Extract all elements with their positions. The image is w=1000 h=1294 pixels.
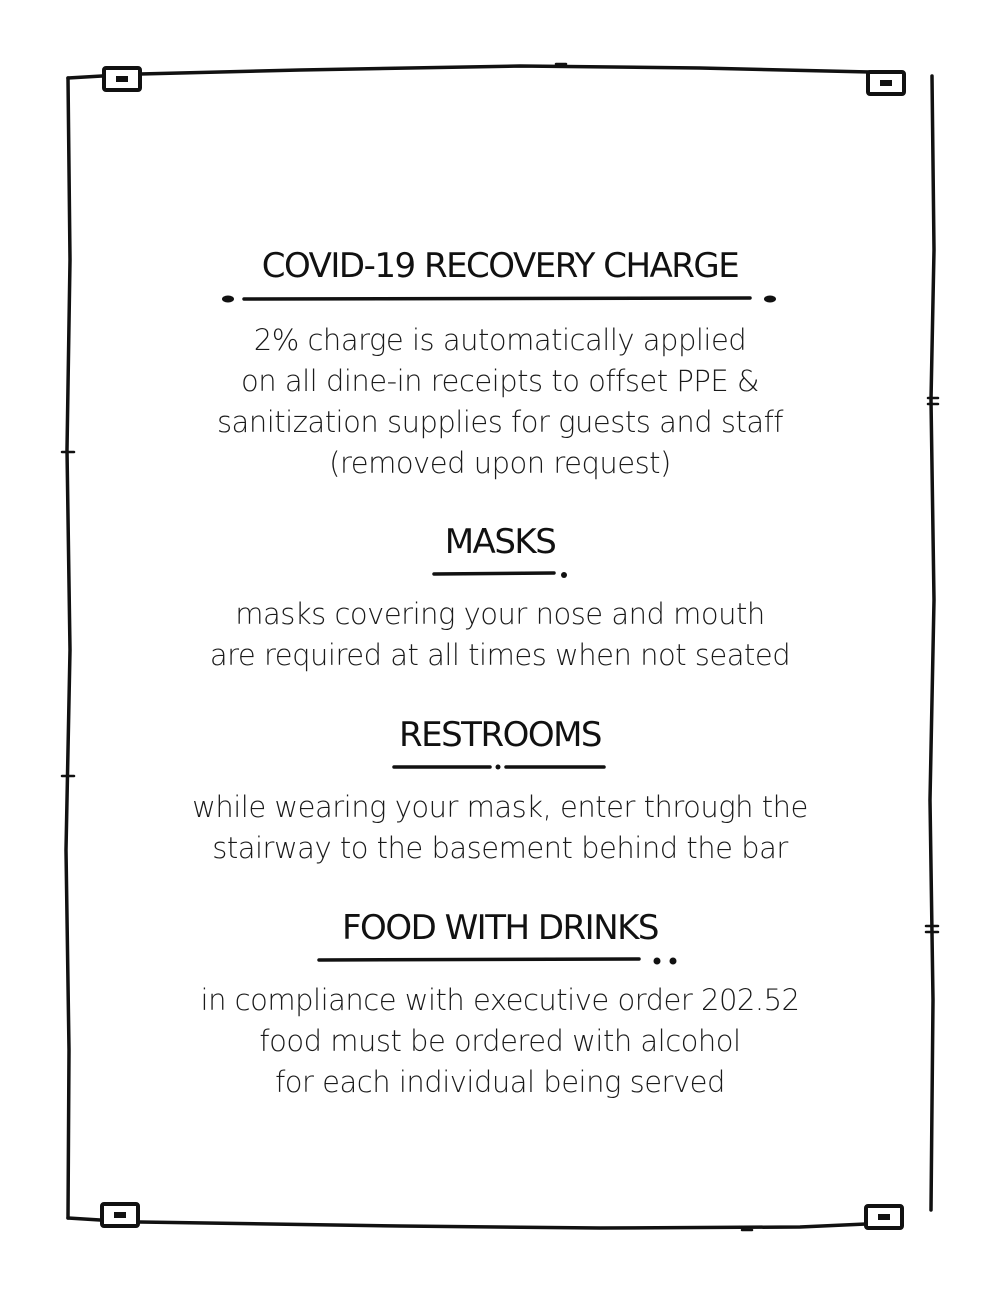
body-line: masks covering your nose and mouth [235, 597, 765, 631]
section-food-with-drinks [0, 908, 1000, 1103]
body-line: in compliance with executive order 202.52 [200, 983, 800, 1017]
section-body [0, 787, 1000, 869]
heading-underline [315, 954, 685, 966]
body-line: 2% charge is automatically applied [253, 323, 747, 357]
body-line: on all dine-in receipts to offset PPE & [241, 364, 759, 398]
body-line: for each individual being served [275, 1065, 725, 1099]
heading-underline [220, 292, 780, 306]
section-covid-recovery-charge [0, 246, 1000, 484]
section-heading: MASKS [444, 522, 556, 562]
section-body [0, 980, 1000, 1103]
body-line: stairway to the basement behind the bar [212, 831, 788, 865]
section-body [0, 320, 1000, 484]
section-heading: COVID-19 RECOVERY CHARGE [261, 246, 739, 286]
body-line: (removed upon request) [329, 446, 671, 480]
section-heading: RESTROOMS [398, 715, 602, 755]
section-body [0, 594, 1000, 676]
body-line: food must be ordered with alcohol [259, 1024, 741, 1058]
section-masks [0, 522, 1000, 676]
section-heading: FOOD WITH DRINKS [342, 908, 658, 948]
heading-underline [390, 761, 610, 773]
heading-underline [430, 568, 570, 580]
body-line: sanitization supplies for guests and staff [216, 405, 784, 439]
body-line: are required at all times when not seated [209, 638, 791, 672]
section-restrooms [0, 715, 1000, 869]
body-line: while wearing your mask, enter through the [192, 790, 808, 824]
